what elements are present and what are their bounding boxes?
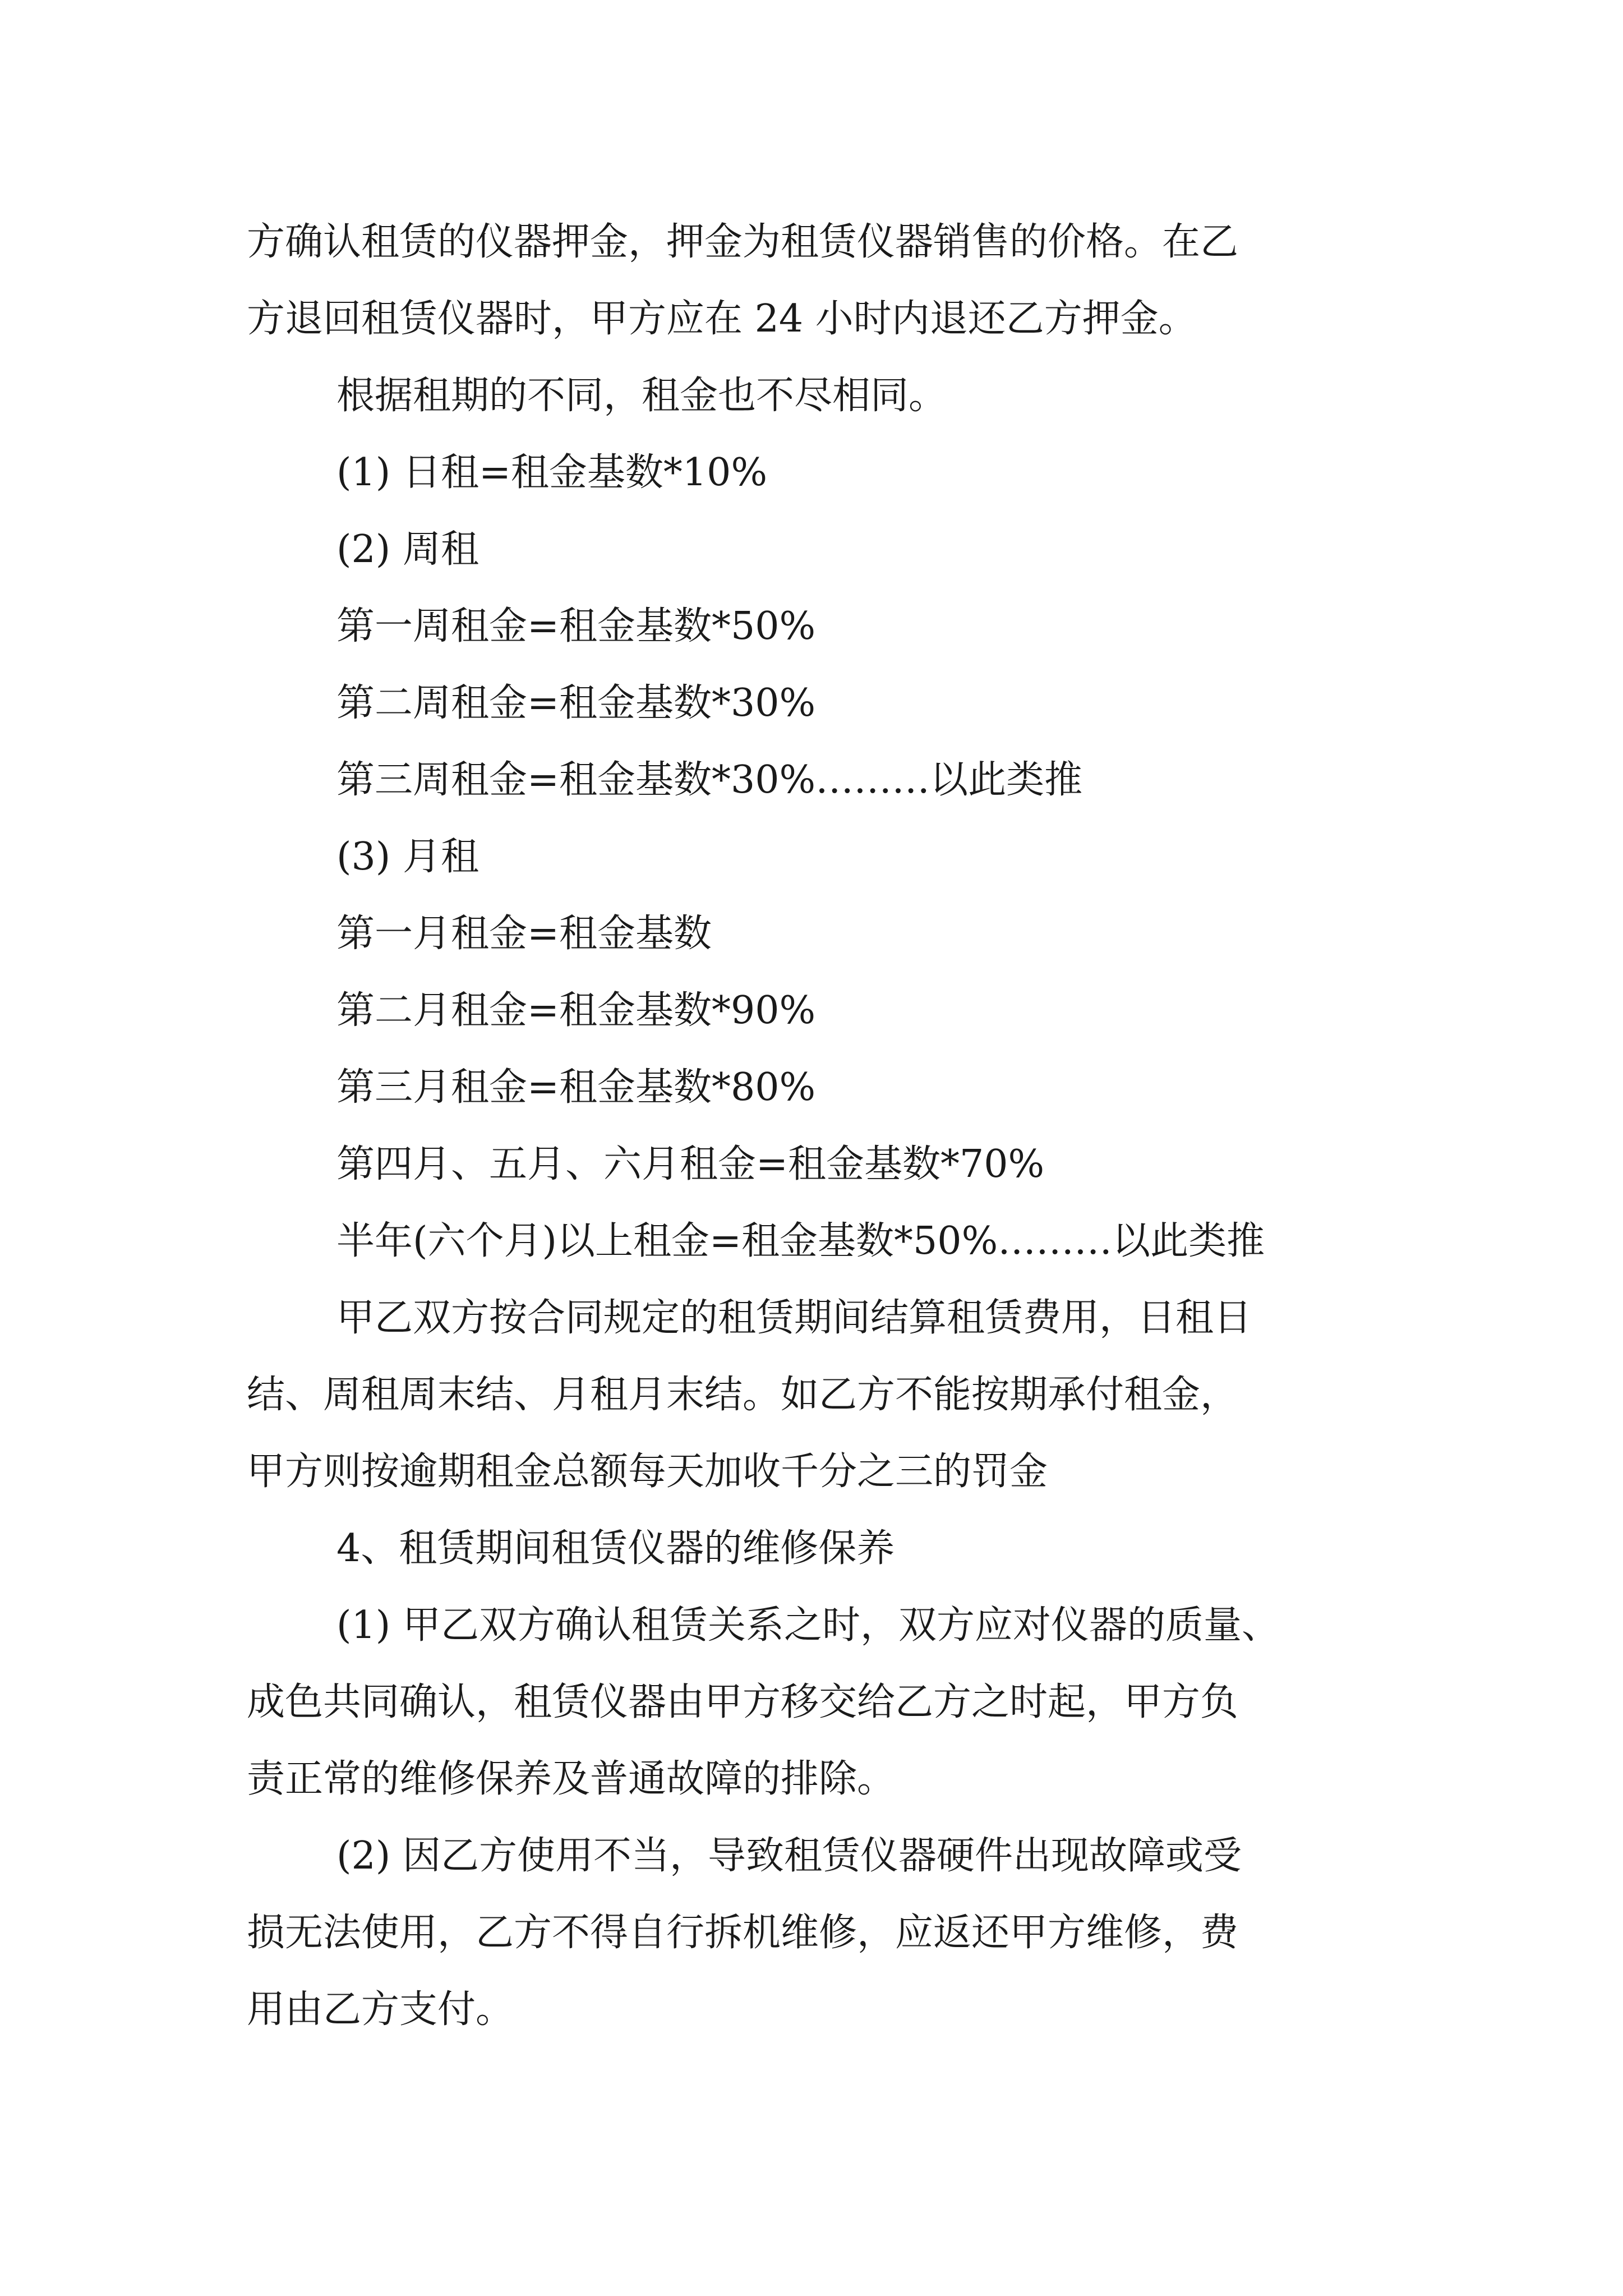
text-line: 4、租赁期间租赁仪器的维修保养	[336, 1526, 895, 1571]
text-line: 第四月、五月、六月租金=租金基数*70%	[336, 1142, 1045, 1186]
text-line: 甲方则按逾期租金总额每天加收千分之三的罚金	[247, 1450, 1048, 1494]
text-line: 用由乙方支付。	[247, 1987, 514, 2032]
text-line: (3) 月租	[336, 835, 479, 879]
text-line: 第二月租金=租金基数*90%	[336, 988, 816, 1033]
text-line: 根据租期的不同，租金也不尽相同。	[336, 374, 947, 418]
text-line: 甲乙双方按合同规定的租赁期间结算租赁费用，日租日	[336, 1296, 1252, 1340]
text-line: 责正常的维修保养及普通故障的排除。	[247, 1757, 896, 1801]
text-line: (2) 周租	[336, 527, 479, 572]
text-line: 第一月租金=租金基数	[336, 912, 712, 956]
text-line: (1) 日租=租金基数*10%	[336, 450, 768, 495]
text-line: 第一周租金=租金基数*50%	[336, 604, 816, 648]
text-line: 第三月租金=租金基数*80%	[336, 1065, 816, 1110]
text-line: 第三周租金=租金基数*30%………以此类推	[336, 758, 1083, 802]
text-line: 半年(六个月)以上租金=租金基数*50%………以此类推	[336, 1219, 1265, 1263]
text-line: 成色共同确认，租赁仪器由甲方移交给乙方之时起，甲方负	[247, 1680, 1239, 1724]
text-line: 结、周租周末结、月租月末结。如乙方不能按期承付租金，	[247, 1373, 1239, 1417]
text-line: 第二周租金=租金基数*30%	[336, 681, 816, 725]
text-line: 方确认租赁的仪器押金，押金为租赁仪器销售的价格。在乙	[247, 220, 1239, 264]
text-line: (2) 因乙方使用不当，导致租赁仪器硬件出现故障或受	[336, 1834, 1242, 1878]
text-line: (1) 甲乙双方确认租赁关系之时，双方应对仪器的质量、	[336, 1603, 1280, 1648]
text-line: 方退回租赁仪器时，甲方应在 24 小时内退还乙方押金。	[247, 297, 1197, 341]
text-line: 损无法使用，乙方不得自行拆机维修，应返还甲方维修，费	[247, 1911, 1239, 1955]
